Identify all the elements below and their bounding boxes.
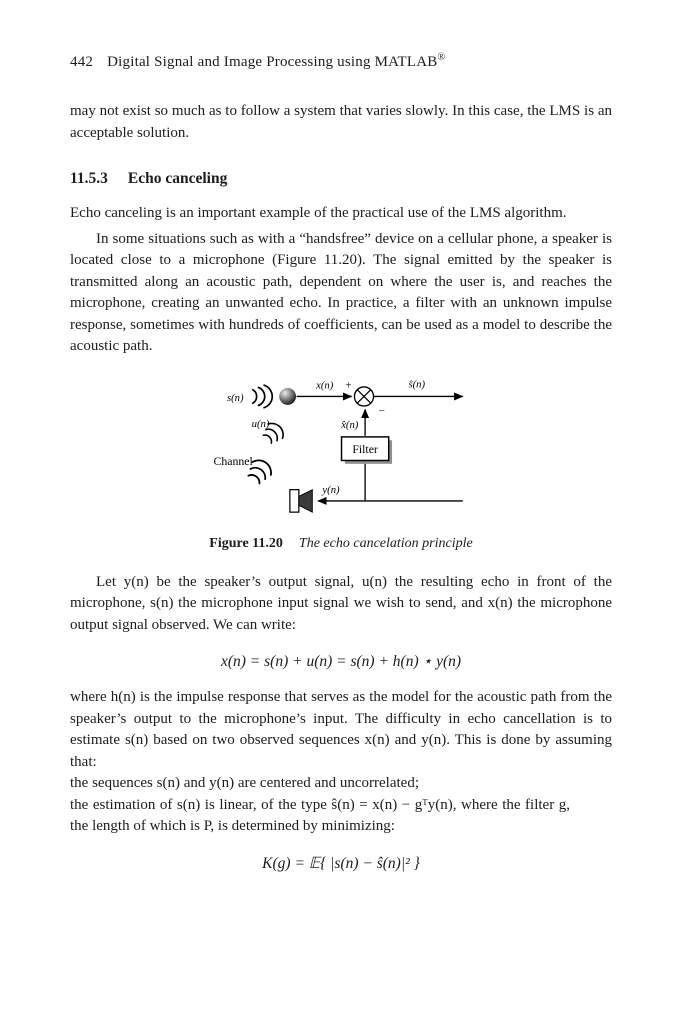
- figure-container: [84, 374, 626, 520]
- figure-caption: [70, 536, 612, 552]
- equation-2: K(g) = 𝔼{ |s(n) − ŝ(n)|² }: [262, 854, 420, 872]
- label-x-hat-signal: x̂(n): [341, 419, 359, 431]
- label-s-signal: s(n): [226, 392, 244, 404]
- label-channel: Channel: [213, 453, 253, 468]
- adder-node-icon: [354, 386, 373, 405]
- page-number: 442: [70, 54, 94, 70]
- filter-box-label: Filter: [352, 441, 378, 456]
- section-number: 11.5.3: [70, 170, 108, 187]
- paragraph-4: where h(n) is the impulse response that serves as the model for the acoustic path from the speaker’s output to the microphone’s input. The difficulty in echo cancellation is to estimate s(n) based on two observed sequences x(n) and y(n). This is done by assuming that:: [70, 689, 612, 770]
- microphone-icon: [279, 388, 296, 405]
- paragraph-3: Let y(n) be the speaker’s output signal, u(n) the resulting echo in front of the microphone, s(n) the microphone input signal we wish to send, and x(n) the microphone output signal observed. We can write:: [70, 573, 612, 633]
- registered-mark: ®: [437, 52, 446, 63]
- book-title: Digital Signal and Image Processing using MATLAB: [107, 54, 438, 70]
- label-u-signal: u(n): [251, 418, 270, 430]
- label-y-signal: y(n): [322, 484, 340, 496]
- filter-box: [342, 436, 393, 463]
- adder-plus-sign: +: [345, 379, 352, 392]
- loudspeaker-icon: [290, 489, 312, 511]
- assumption-item-1: the sequences s(n) and y(n) are centered and uncorrelated;: [70, 775, 419, 791]
- sound-wave-icon: [253, 385, 272, 407]
- figure-caption-text: The echo cancelation principle: [298, 535, 473, 551]
- adder-minus-sign: −: [378, 404, 385, 417]
- paragraph-2: In some situations such as with a “handsfree” device on a cellular phone, a speaker is located close to a microphone (Figure 11.20). The signal emitted by the speaker is transmitted along an acoustic path, dependent on where the user is, and reaches the microphone, creating an unwanted echo. In practice, a filter with an unknown impulse response, sometimes with hundreds of coefficients, can be used as a model to describe the acoustic path.: [70, 230, 612, 354]
- paragraph-1: Echo canceling is an important example of the practical use of the LMS algorithm.: [70, 205, 567, 221]
- label-s-hat-signal: ŝ(n): [408, 378, 426, 390]
- echo-cancel-diagram: [209, 374, 501, 520]
- label-x-signal: x(n): [316, 380, 334, 392]
- section-title: Echo canceling: [127, 170, 228, 187]
- running-head: [70, 52, 612, 71]
- figure-caption-label: Figure 11.20: [209, 535, 283, 551]
- paragraph-intro: may not exist so much as to follow a system that varies slowly. In this case, the LMS is an acceptable solution.: [70, 103, 612, 141]
- equation-1: x(n) = s(n) + u(n) = s(n) + h(n) ⋆ y(n): [220, 653, 462, 670]
- section-heading: [70, 170, 612, 188]
- assumption-item-2: the estimation of s(n) is linear, of the type ŝ(n) = x(n) − gᵀy(n), where the filter g, the length of which is P, is determined by minimizing:: [70, 796, 570, 834]
